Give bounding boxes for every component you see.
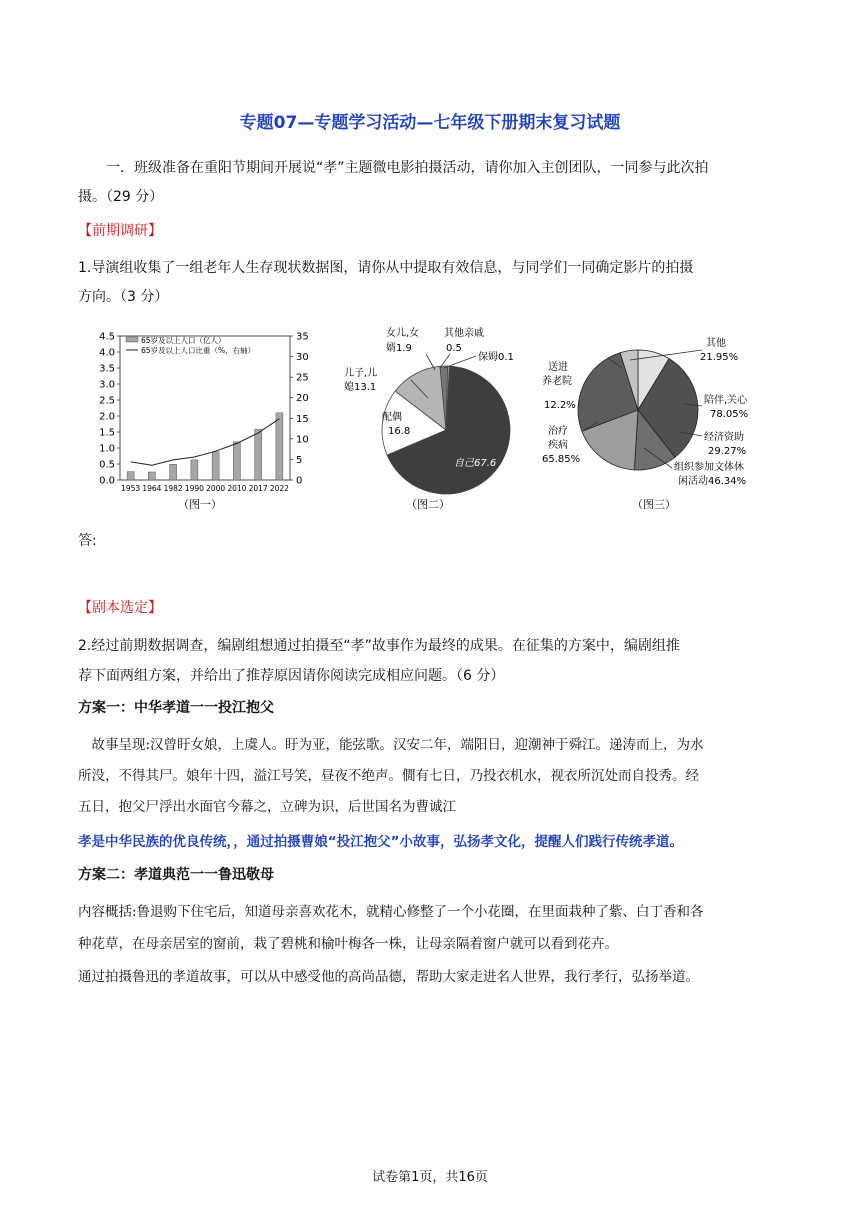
right-tick-label: 30 (296, 352, 309, 364)
label-leisure-2: 闲活动46.34% (678, 476, 747, 487)
section-script-heading: 【剧本选定】 (78, 600, 162, 616)
right-tick-label: 0 (296, 475, 303, 487)
label-nursing-1: 送进 (548, 362, 568, 373)
x-tick-label: 2000 (206, 484, 226, 493)
left-tick-label: 2.0 (99, 411, 115, 423)
bar (170, 464, 177, 480)
right-tick-label: 25 (296, 372, 309, 384)
plan-1-reason: 孝是中华民族的优良传统，，通过拍摄曹娘“投江抱父”小故事，弘扬孝文化，提醒人们践行传统孝道。 (78, 834, 683, 850)
right-tick-label: 20 (296, 393, 309, 405)
left-tick-label: 3.0 (99, 379, 115, 391)
question-1 (78, 254, 784, 312)
plot-frame (120, 336, 290, 480)
label-company-2: 78.05% (710, 409, 749, 420)
caption-figure-1: （图一） (178, 498, 222, 511)
right-tick-label: 5 (296, 454, 303, 466)
plan-2-reason: 通过拍摄鲁迅的孝道故事，可以从中感受他的高尚品德，帮助大家走进名人世界，我行孝行，弘扬举道。 (78, 969, 699, 985)
plan-2-title: 方案二：孝道典范一一鲁迅敬母 (78, 867, 274, 883)
question-2 (78, 631, 784, 691)
label-other-1: 其他 (706, 338, 726, 349)
bar (212, 452, 219, 480)
right-tick-label: 10 (296, 434, 309, 446)
label-son-2: 媳13.1 (344, 382, 377, 393)
page-title: 专题07—专题学习活动—七年级下册期末复习试题 (239, 113, 621, 133)
left-tick-label: 4.0 (99, 347, 115, 359)
label-medical-1: 治疗 (548, 426, 568, 437)
legend-line-label: 65岁及以上人口比重（%，右轴） (141, 346, 256, 355)
plan-1-story-line-1: 故事呈现:汉曾盱女娘，上虞人。盱为亚，能弦歌。汉安二年，端阳日，迎潮神于舜江。递涛而上，为水 (78, 737, 704, 753)
right-tick-label: 35 (296, 331, 309, 343)
label-leisure-1: 组织参加文体休 (674, 462, 744, 473)
caption-figure-2: （图二） (406, 498, 450, 511)
x-tick-label: 2017 (248, 484, 268, 493)
label-relative-1: 其他亲戚 (444, 328, 484, 339)
plan-1-title: 方案一：中华孝道一一投江抱父 (78, 700, 274, 716)
page-footer: 试卷第1页，共16页 (372, 1170, 488, 1185)
left-tick-label: 2.5 (99, 395, 115, 407)
label-relative-2: 0.5 (446, 343, 462, 354)
label-self: 自己67.6 (454, 458, 497, 469)
x-tick-label: 1982 (163, 484, 183, 493)
x-tick-label: 1964 (142, 484, 162, 493)
left-tick-label: 1.0 (99, 443, 115, 455)
label-nursing-3: 12.2% (544, 400, 576, 411)
plan-1-story (78, 730, 784, 823)
figure-2-pie (336, 322, 536, 514)
label-spouse-value: 16.8 (388, 426, 411, 437)
label-other-2: 21.95% (700, 352, 739, 363)
plan-1-story-line-3: 五日，抱父尸浮出水面官今幕之，立碑为识，后世国名为曹诚江 (78, 799, 456, 815)
question-1-line-1: 1.导演组收集了一组老年人生存现状数据图，请你从中提取有效信息，与同学们一同确定影片的拍摄 (78, 260, 694, 276)
bar (127, 472, 134, 480)
label-medical-3: 65.85% (542, 454, 581, 465)
bar (148, 472, 155, 480)
plan-1-story-line-2: 所没，不得其尸。娘年十四，溢江号笑，昼夜不绝声。僩有七日，乃投衣机水，视衣所沉处而自投秀。经 (78, 768, 699, 784)
intro-line-1: 一．班级准备在重阳节期间开展说“孝”主题微电影拍摄活动，请你加入主创团队，一同参与此次拍 (106, 160, 709, 176)
legend-bar-label: 65岁及以上人口（亿人） (141, 336, 226, 345)
label-daughter-2: 婿1.9 (386, 343, 412, 354)
label-econ-2: 29.27% (708, 446, 747, 457)
bar (233, 442, 240, 480)
label-nursing-2: 养老院 (542, 376, 572, 387)
question-2-line-1: 2.经过前期数据调查，编剧组想通过拍摄至“孝”故事作为最终的成果。在征集的方案中，编剧组推 (78, 638, 680, 654)
left-tick-label: 4.5 (99, 331, 115, 343)
plan-2-content (78, 896, 784, 960)
left-tick-label: 0.5 (99, 459, 115, 471)
bar (191, 460, 198, 480)
label-econ-1: 经济资助 (704, 432, 744, 443)
x-tick-label: 1953 (121, 484, 141, 493)
question-2-line-2: 荐下面两组方案，并给出了推荐原因请你阅读完成相应问题。（6 分） (78, 668, 505, 684)
plan-2-content-line-1: 内容概括:鲁退购下住宅后，知道母亲喜欢花木，就精心修整了一个小花圈，在里面栽种了紫、白丁香和各 (78, 904, 704, 920)
left-tick-label: 0.0 (99, 475, 115, 487)
caption-figure-3: （图三） (632, 498, 676, 511)
figure-3-pie (538, 322, 778, 514)
label-medical-2: 疾病 (548, 440, 568, 451)
x-tick-label: 2022 (269, 484, 289, 493)
label-spouse-name: 配偶 (382, 412, 402, 423)
figure-1-chart (80, 322, 340, 514)
x-tick-label: 1990 (184, 484, 204, 493)
section-research-heading: 【前期调研】 (78, 223, 162, 239)
left-tick-label: 1.5 (99, 427, 115, 439)
plan-2-content-line-2: 种花草，在母亲居室的窗前，栽了碧桃和榆叶梅各一株，让母亲隔着窗户就可以看到花卉。 (78, 936, 618, 952)
x-tick-label: 2010 (227, 484, 247, 493)
label-son-1: 儿子,儿 (344, 368, 378, 379)
answer-label: 答: (78, 533, 97, 549)
right-tick-label: 15 (296, 413, 309, 425)
intro-line-2: 摄。（29 分） (78, 189, 164, 205)
bar (255, 429, 262, 480)
intro-paragraph (78, 154, 784, 212)
bar (276, 413, 283, 480)
left-tick-label: 3.5 (99, 363, 115, 375)
label-company-1: 陪伴,关心 (704, 395, 748, 406)
question-1-line-2: 方向。（3 分） (78, 289, 169, 305)
legend-bar-swatch (126, 337, 138, 342)
label-nanny: 保姆0.1 (478, 352, 514, 363)
label-daughter-1: 女儿,女 (386, 328, 420, 339)
